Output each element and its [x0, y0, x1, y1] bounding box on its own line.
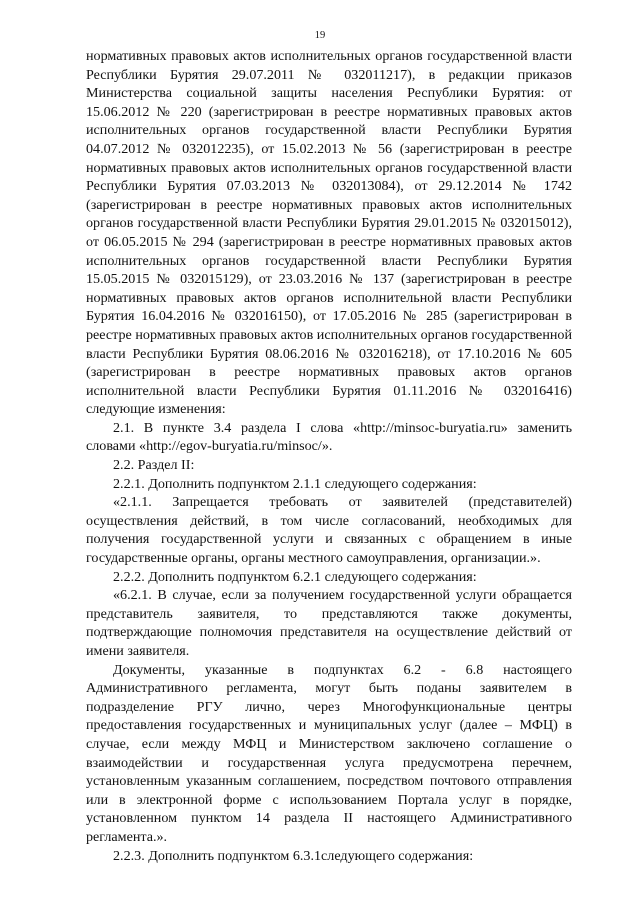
- paragraph-item-2-2-3: 2.2.3. Дополнить подпунктом 6.3.1следующего содержания:: [113, 847, 474, 864]
- paragraph-item-2-2: 2.2. Раздел II:: [113, 457, 195, 474]
- document-body: [86, 47, 572, 865]
- paragraph-item-2-2-1: 2.2.1. Дополнить подпунктом 2.1.1 следующего содержания:: [113, 475, 477, 492]
- paragraph-documents: Документы, указанные в подпунктах 6.2 - 6.8 настоящего Административного регламента, могут быть поданы заявителем в подразделение РГУ лично, через Многофункциональные центры предоставления государственных и муниципальных услуг (далее – МФЦ) в случае, если между МФЦ и Министерством заключено соглашение о взаимодействии и государственная услуга предусмотрена перечнем, установленным указанным соглашением, посредством почтового отправления или в электронной форме с использованием Портала услуг в порядке, установленном пунктом 14 раздела II настоящего Административного регламента.».: [86, 661, 572, 845]
- paragraph-item-2-2-2: 2.2.2. Дополнить подпунктом 6.2.1 следующего содержания:: [113, 568, 477, 585]
- paragraph-item-2-1: 2.1. В пункте 3.4 раздела I слова «http://minsoc-buryatia.ru» заменить словами «http://egov-buryatia.ru/minsoc/».: [86, 419, 572, 455]
- paragraph-amendment-intro: нормативных правовых актов исполнительных органов государственной власти Республики Бурятия 29.07.2011 № 032011217), в редакции приказов Министерства социальной защиты населения Республики Бурятия: от 15.06.2012 № 220 (зарегистрирован в реестре нормативных правовых актов исполнительных органов государственной власти Республики Бурятия 04.07.2012 № 032012235), от 15.02.2013 № 56 (зарегистрирован в реестре нормативных правовых актов исполнительных органов государственной власти Республики Бурятия 07.03.2013 № 032013084), от 29.12.2014 № 1742 (зарегистрирован в реестре нормативных правовых актов исполнительных органов государственной власти Республики Бурятия 29.01.2015 № 032015012), от 06.05.2015 № 294 (зарегистрирован в реестре нормативных правовых актов исполнительных органов государственной власти Республики Бурятия 15.05.2015 № 032015129), от 23.03.2016 № 137 (зарегистрирован в реестре нормативных правовых актов органов исполнительной власти Республики Бурятия 16.04.2016 № 032016150), от 17.05.2016 № 285 (зарегистрирован в реестре нормативных правовых актов исполнительных органов государственной власти Республики Бурятия 08.06.2016 № 032016218), от 17.10.2016 № 605 (зарегистрирован в реестре нормативных правовых актов органов исполнительной власти Республики Бурятия 01.11.2016 № 032016416) следующие изменения:: [86, 48, 572, 418]
- paragraph-quote-6-2-1: «6.2.1. В случае, если за получением государственной услуги обращается представитель заявителя, то представляются также документы, подтверждающие полномочия представителя на осуществление действий от имени заявителя.: [86, 587, 572, 659]
- page-number: 19: [314, 30, 326, 41]
- paragraph-quote-2-1-1: «2.1.1. Запрещается требовать от заявителей (представителей) осуществления действий, в том числе согласований, необходимых для получения государственной услуги и связанных с обращением в иные государственные органы, органы местного самоуправления, организации.».: [86, 494, 572, 567]
